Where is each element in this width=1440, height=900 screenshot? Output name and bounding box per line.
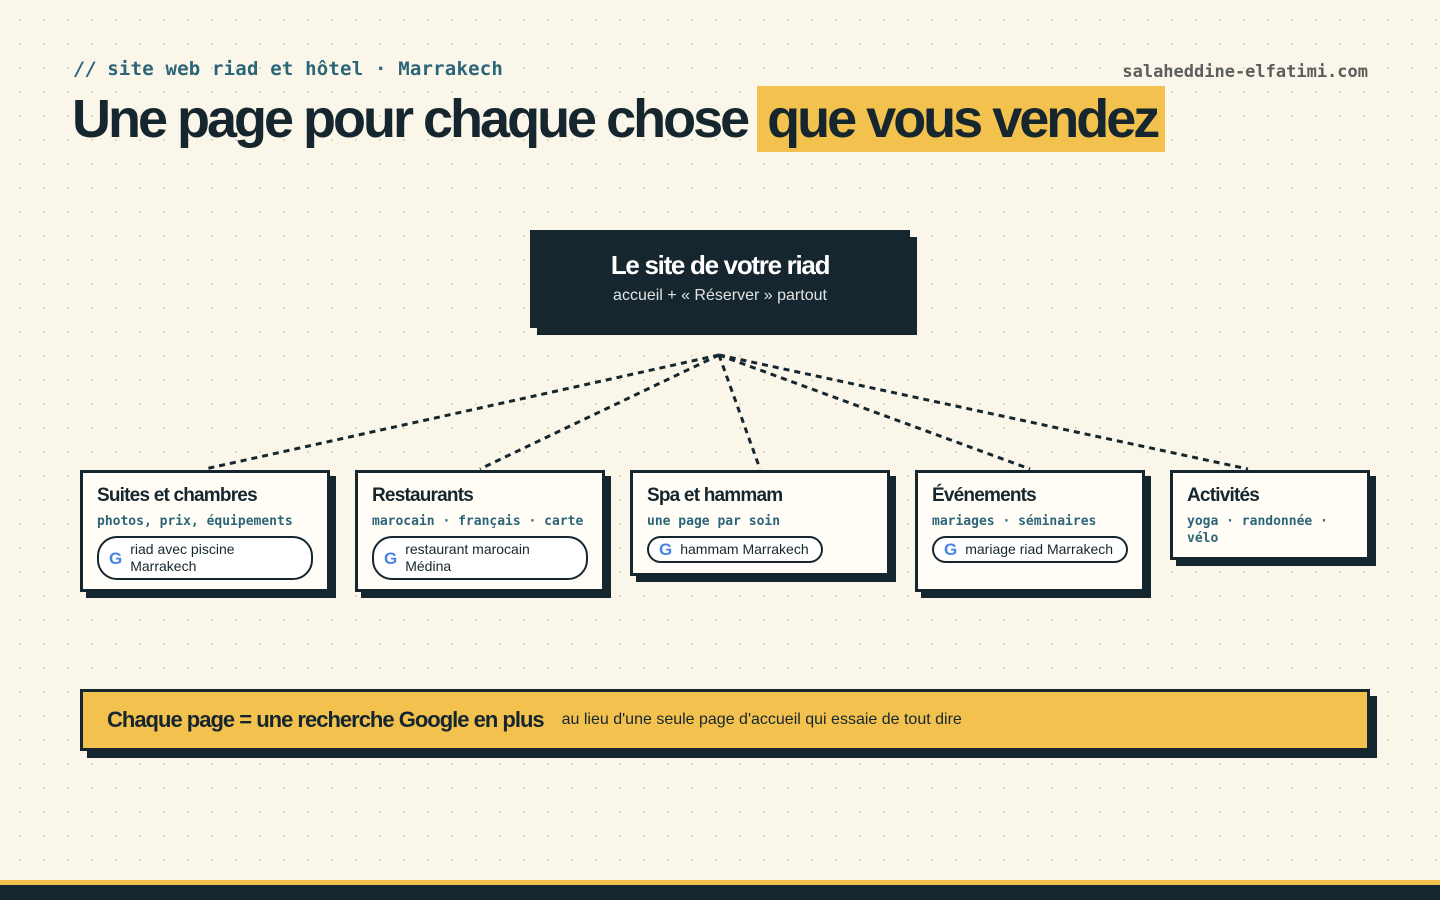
summary-banner <box>80 689 1370 751</box>
connector-activites <box>719 355 1248 469</box>
card-title: Événements <box>932 485 1036 506</box>
card-tags: yoga · randonnée · vélo <box>1187 514 1328 546</box>
google-g-icon: G <box>384 548 398 568</box>
search-query: mariage riad Marrakech <box>965 541 1114 557</box>
google-g-icon: G <box>109 548 123 568</box>
card-title: Suites et chambres <box>97 485 257 506</box>
title-highlight: que vous vendez <box>757 86 1165 152</box>
connector-suites <box>205 355 719 469</box>
eyebrow-slashes: // <box>74 58 98 80</box>
search-chip <box>97 536 313 580</box>
eyebrow-text: site web riad et hôtel · Marrakech <box>107 58 504 80</box>
card-title: Activités <box>1187 485 1260 506</box>
card-activites <box>1170 470 1370 560</box>
search-query: hammam Marrakech <box>680 541 809 557</box>
card-spa <box>630 470 890 576</box>
card-tags: mariages · séminaires <box>932 514 1097 529</box>
banner-headline: Chaque page = une recherche Google en plus <box>107 707 544 732</box>
banner-subtext: au lieu d'une seule page d'accueil qui essaie de tout dire <box>561 711 962 728</box>
card-suites <box>80 470 330 592</box>
connector-evenements <box>719 355 1030 469</box>
root-node-subtitle: accueil + « Réserver » partout <box>613 287 827 304</box>
connector-restaurants <box>480 355 719 469</box>
search-chip <box>647 536 823 563</box>
card-title: Spa et hammam <box>647 485 783 506</box>
card-tags: photos, prix, équipements <box>97 514 293 529</box>
site-url: salaheddine-elfatimi.com <box>1122 62 1368 82</box>
card-tags: une page par soin <box>647 514 781 529</box>
search-chip <box>932 536 1128 563</box>
connector-spa <box>719 355 760 469</box>
google-g-icon: G <box>944 540 958 559</box>
root-node-title: Le site de votre riad <box>610 250 830 280</box>
root-node <box>530 230 910 328</box>
search-query: restaurant marocain Médina <box>405 541 530 574</box>
search-chip <box>372 536 588 580</box>
card-title: Restaurants <box>372 485 474 506</box>
card-evenements <box>915 470 1145 592</box>
card-restaurants <box>355 470 605 592</box>
footer-bar <box>0 880 1440 900</box>
google-g-icon: G <box>659 540 673 559</box>
title-plain: Une page pour chaque chose <box>72 89 748 149</box>
search-query: riad avec piscine Marrakech <box>130 541 235 574</box>
card-tags: marocain · français · carte <box>372 514 584 529</box>
